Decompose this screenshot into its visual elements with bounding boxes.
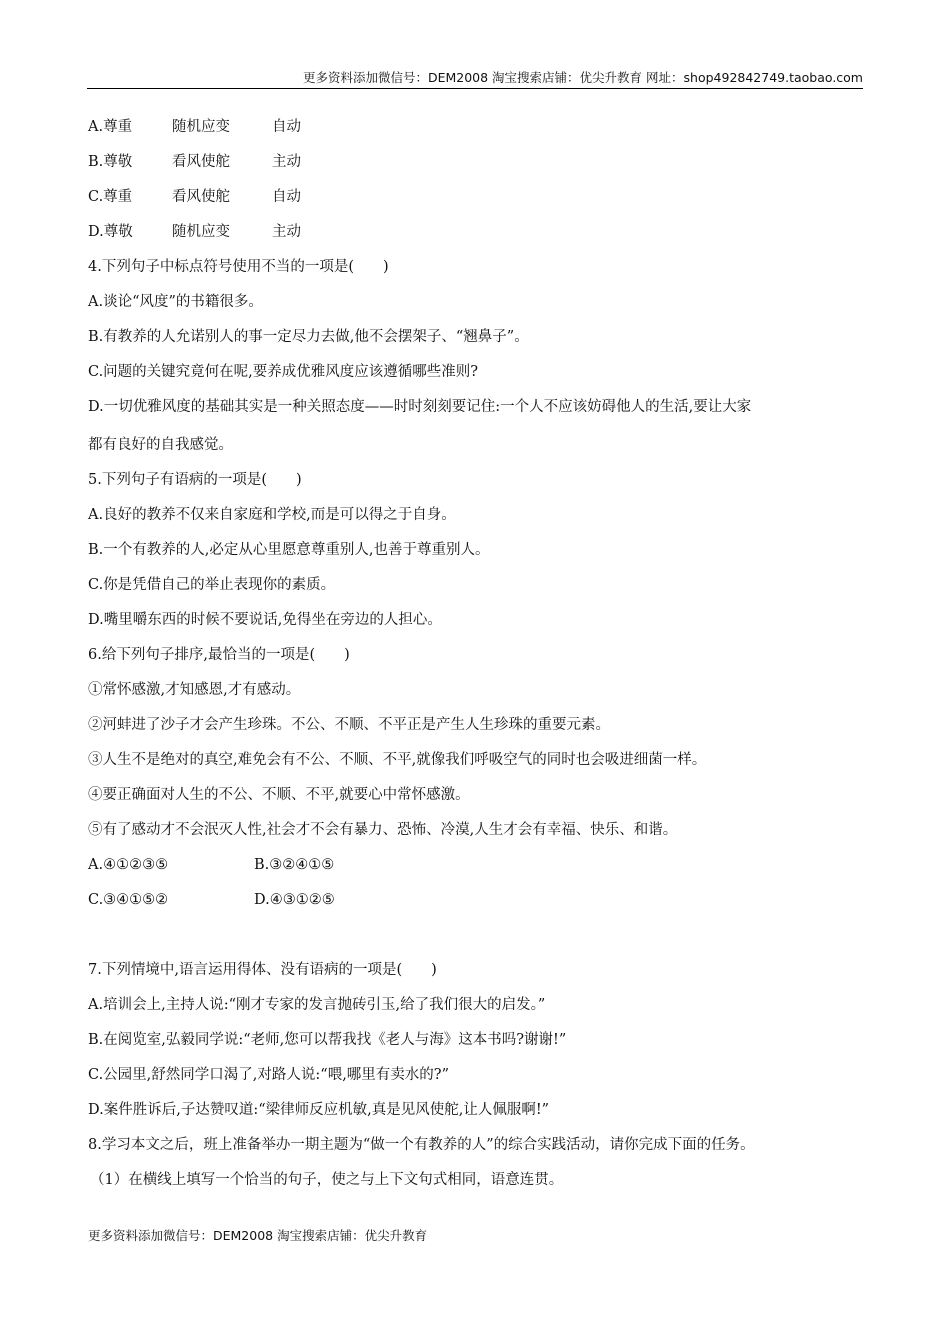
q5-question: 5.下列句子有语病的一项是( )	[88, 472, 302, 488]
page-footer: 更多资料添加微信号：DEM2008 淘宝搜索店铺：优尖升教育	[88, 1228, 428, 1243]
q3-option-a-word3: 自动	[272, 119, 301, 135]
q3-option-a-word2: 随机应变	[172, 119, 230, 135]
q7-option-b: B.在阅览室,弘毅同学说:“老师,您可以帮我找《老人与海》这本书吗?谢谢!”	[88, 1032, 567, 1048]
q6-option-d: D.④③①②⑤	[254, 892, 335, 908]
q3-option-a-label: A.尊重	[88, 119, 133, 135]
q3-option-c-word2: 看风使舵	[172, 189, 230, 205]
q4-question: 4.下列句子中标点符号使用不当的一项是( )	[88, 259, 389, 275]
q6-sentence-1: ①常怀感激,才知感恩,才有感动。	[88, 682, 301, 698]
q6-option-b: B.③②④①⑤	[254, 857, 335, 873]
q6-sentence-2: ②河蚌进了沙子才会产生珍珠。不公、不顺、不平正是产生人生珍珠的重要元素。	[88, 717, 610, 733]
q7-question: 7.下列情境中,语言运用得体、没有语病的一项是( )	[88, 962, 437, 978]
q5-option-b: B.一个有教养的人,必定从心里愿意尊重别人,也善于尊重别人。	[88, 542, 490, 558]
q3-option-d-label: D.尊敬	[88, 224, 133, 240]
q7-option-d: D.案件胜诉后,子达赞叹道:“梁律师反应机敏,真是见风使舵,让人佩服啊!”	[88, 1102, 550, 1118]
q4-option-c: C.问题的关键究竟何在呢,要养成优雅风度应该遵循哪些准则?	[88, 364, 479, 380]
q3-option-b-label: B.尊敬	[88, 154, 133, 170]
q3-option-b-word3: 主动	[272, 154, 301, 170]
q5-option-d: D.嘴里嚼东西的时候不要说话,免得坐在旁边的人担心。	[88, 612, 442, 628]
q6-option-a: A.④①②③⑤	[88, 857, 169, 873]
q3-option-d-word3: 主动	[272, 224, 301, 240]
q3-option-c-label: C.尊重	[88, 189, 133, 205]
q5-option-a: A.良好的教养不仅来自家庭和学校,而是可以得之于自身。	[88, 507, 456, 523]
q7-option-c: C.公园里,舒然同学口渴了,对路人说:“喂,哪里有卖水的?”	[88, 1067, 449, 1083]
q7-option-a: A.培训会上,主持人说:“刚才专家的发言抛砖引玉,给了我们很大的启发。”	[88, 997, 546, 1013]
q8-question: 8.学习本文之后，班上准备举办一期主题为“做一个有教养的人”的综合实践活动，请你完成下面的任务。	[88, 1137, 755, 1153]
q3-option-c-word3: 自动	[272, 189, 301, 205]
q4-option-a: A.谈论“风度”的书籍很多。	[88, 294, 263, 310]
q6-sentence-5: ⑤有了感动才不会泯灭人性,社会才不会有暴力、恐怖、冷漠,人生才会有幸福、快乐、和谐。	[88, 822, 678, 838]
page-header: 更多资料添加微信号：DEM2008 淘宝搜索店铺：优尖升教育 网址：shop492842749.taobao.com	[87, 68, 863, 89]
q6-option-c: C.③④①⑤②	[88, 892, 169, 908]
q3-option-b-word2: 看风使舵	[172, 154, 230, 170]
q8-subtask-1: （1）在横线上填写一个恰当的句子，使之与上下文句式相同，语意连贯。	[90, 1172, 564, 1188]
q5-option-c: C.你是凭借自己的举止表现你的素质。	[88, 577, 336, 593]
q3-option-d-word2: 随机应变	[172, 224, 230, 240]
q6-sentence-4: ④要正确面对人生的不公、不顺、不平,就要心中常怀感激。	[88, 787, 470, 803]
q4-option-b: B.有教养的人允诺别人的事一定尽力去做,他不会摆架子、“翘鼻子”。	[88, 329, 529, 345]
q6-question: 6.给下列句子排序,最恰当的一项是( )	[88, 647, 350, 663]
q6-sentence-3: ③人生不是绝对的真空,难免会有不公、不顺、不平,就像我们呼吸空气的同时也会吸进细菌一样。	[88, 752, 707, 768]
q4-option-d-line1: D.一切优雅风度的基础其实是一种关照态度——时时刻刻要记住:一个人不应该妨碍他人的生活,要让大家	[88, 399, 752, 415]
q4-option-d-line2: 都有良好的自我感觉。	[88, 437, 233, 453]
